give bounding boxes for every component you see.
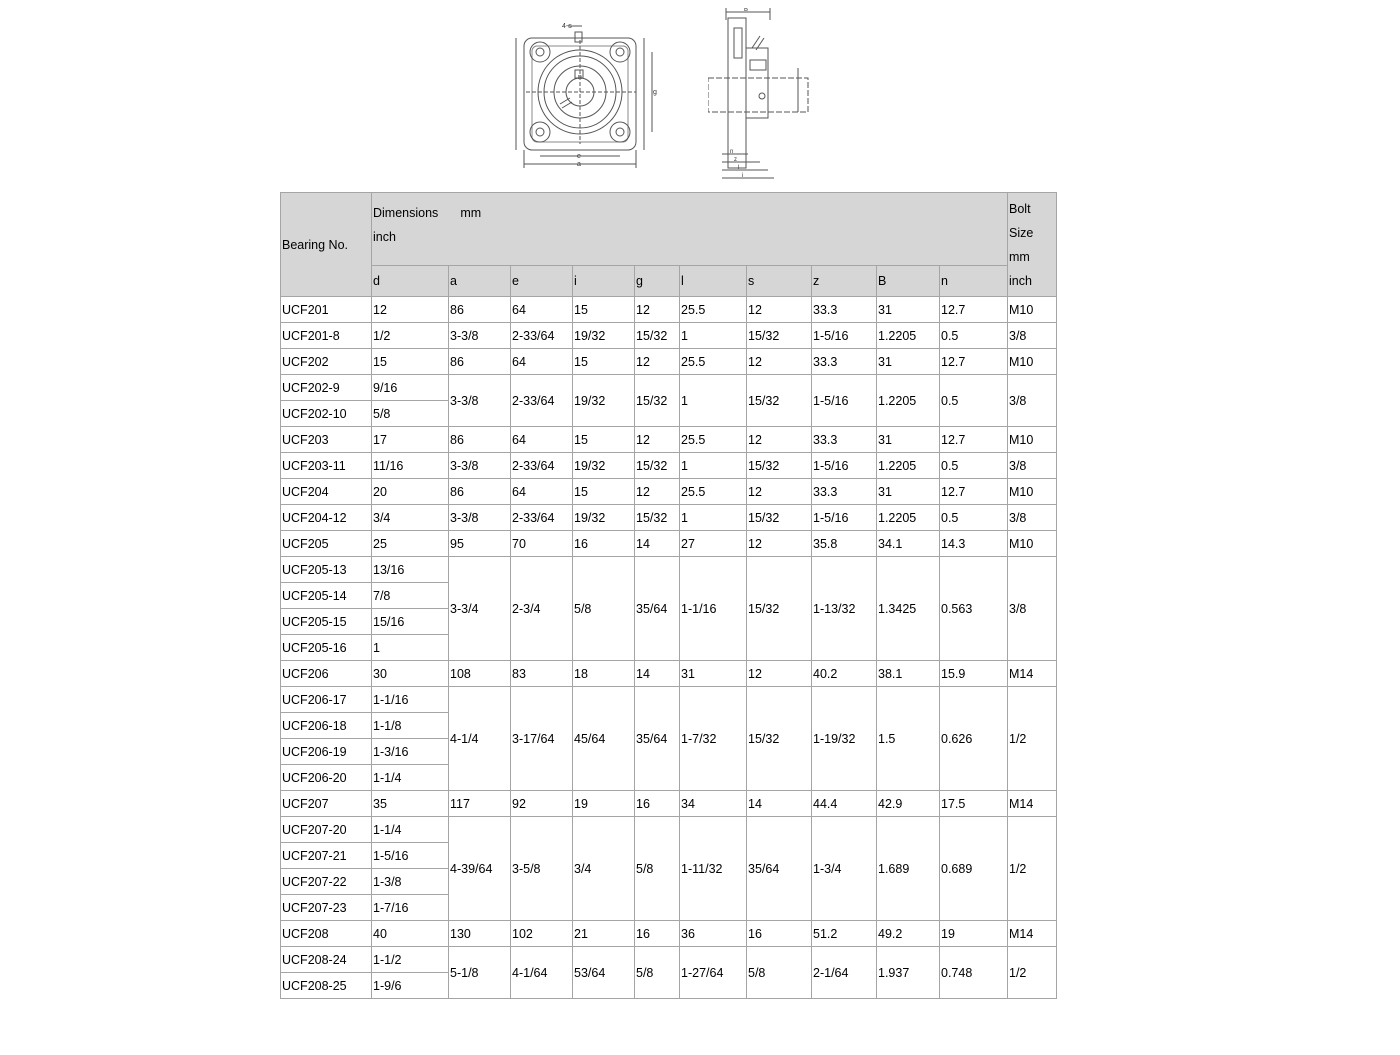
header-bolt-size: Bolt Size mm inch	[1008, 193, 1057, 297]
dimension-cell: 31	[680, 661, 747, 687]
dimension-cell: 1-19/32	[812, 687, 877, 791]
bearing-number-cell: UCF207-22	[281, 869, 372, 895]
dimension-cell: 19	[940, 921, 1008, 947]
bore-d-cell: 9/16	[372, 375, 449, 401]
bearing-number-cell: UCF202	[281, 349, 372, 375]
dimension-cell: 2-33/64	[511, 375, 573, 427]
dimension-cell: 1-5/16	[812, 505, 877, 531]
dimension-cell: 34.1	[877, 531, 940, 557]
dimension-cell: 33.3	[812, 427, 877, 453]
bore-d-cell: 30	[372, 661, 449, 687]
side-view-drawing	[708, 8, 818, 186]
bearing-number-cell: UCF208-25	[281, 973, 372, 999]
bore-d-cell: 35	[372, 791, 449, 817]
bearing-number-cell: UCF208	[281, 921, 372, 947]
header-dimensions-unit: mm	[460, 206, 482, 220]
dimension-cell: M14	[1008, 921, 1057, 947]
dimension-cell: 0.5	[940, 375, 1008, 427]
column-header-e: e	[511, 266, 573, 297]
dimension-cell: 5/8	[747, 947, 812, 999]
dimension-cell: 3/8	[1008, 375, 1057, 427]
dimension-cell: 95	[449, 531, 511, 557]
column-header-n: n	[940, 266, 1008, 297]
dimension-cell: 21	[573, 921, 635, 947]
bore-d-cell: 11/16	[372, 453, 449, 479]
bore-d-cell: 3/4	[372, 505, 449, 531]
dimension-cell: 12	[635, 479, 680, 505]
dimension-cell: 64	[511, 349, 573, 375]
dimension-cell: 36	[680, 921, 747, 947]
dimension-cell: 1	[680, 453, 747, 479]
dimension-cell: 1-7/32	[680, 687, 747, 791]
technical-drawing	[486, 0, 816, 186]
bearing-number-cell: UCF201	[281, 297, 372, 323]
bore-d-cell: 1-1/16	[372, 687, 449, 713]
dimension-cell: 31	[877, 479, 940, 505]
dimension-cell: 3-3/8	[449, 453, 511, 479]
bore-d-cell: 1-5/16	[372, 843, 449, 869]
table-row	[281, 375, 1057, 401]
dimension-cell: 15	[573, 479, 635, 505]
dimension-cell: 16	[635, 921, 680, 947]
dimension-cell: 15	[573, 297, 635, 323]
dimension-cell: 108	[449, 661, 511, 687]
dimension-cell: 1.5	[877, 687, 940, 791]
dimension-cell: 1-5/16	[812, 453, 877, 479]
bore-d-cell: 40	[372, 921, 449, 947]
dimension-cell: 5/8	[573, 557, 635, 661]
bearing-number-cell: UCF206-17	[281, 687, 372, 713]
dimension-cell: 19/32	[573, 505, 635, 531]
dimension-cell: M10	[1008, 297, 1057, 323]
front-label-4s: 4-s	[562, 23, 572, 30]
table-row	[281, 947, 1057, 973]
dimension-cell: 12.7	[940, 479, 1008, 505]
column-header-d: d	[372, 266, 449, 297]
dimension-cell: 12.7	[940, 349, 1008, 375]
dimension-cell: 12	[747, 479, 812, 505]
dimension-cell: 12	[747, 427, 812, 453]
column-header-a: a	[449, 266, 511, 297]
bore-d-cell: 1-1/4	[372, 817, 449, 843]
dimension-cell: 12	[635, 349, 680, 375]
header-dimensions-unit2: inch	[373, 230, 396, 244]
dimension-cell: 130	[449, 921, 511, 947]
dimension-cell: 33.3	[812, 297, 877, 323]
dimension-cell: 15/32	[747, 453, 812, 479]
dimension-cell: 15/32	[747, 687, 812, 791]
dimension-cell: 42.9	[877, 791, 940, 817]
front-label-e: e	[577, 153, 581, 160]
dimension-cell: 12.7	[940, 297, 1008, 323]
dimension-cell: 83	[511, 661, 573, 687]
bearing-number-cell: UCF207-21	[281, 843, 372, 869]
dimension-cell: 0.5	[940, 323, 1008, 349]
dimension-cell: 15/32	[747, 505, 812, 531]
dimension-cell: 3/4	[573, 817, 635, 921]
dimension-cell: 12	[747, 661, 812, 687]
dimension-cell: 0.689	[940, 817, 1008, 921]
dimension-cell: 92	[511, 791, 573, 817]
table-row	[281, 921, 1057, 947]
table-row	[281, 505, 1057, 531]
dimension-cell: 16	[573, 531, 635, 557]
table-row	[281, 297, 1057, 323]
dimension-cell: 1-27/64	[680, 947, 747, 999]
dimension-cell: 1.2205	[877, 453, 940, 479]
dimension-cell: M10	[1008, 531, 1057, 557]
table-row	[281, 323, 1057, 349]
dimension-cell: 86	[449, 427, 511, 453]
dimension-cell: 31	[877, 297, 940, 323]
dimension-cell: 3/8	[1008, 323, 1057, 349]
dimension-cell: 1-3/4	[812, 817, 877, 921]
bore-d-cell: 1-9/6	[372, 973, 449, 999]
dimension-cell: 102	[511, 921, 573, 947]
dimension-cell: 19/32	[573, 323, 635, 349]
table-row	[281, 661, 1057, 687]
column-header-l: l	[680, 266, 747, 297]
dimension-cell: 15/32	[747, 323, 812, 349]
dimension-cell: 64	[511, 427, 573, 453]
dimension-cell: 25.5	[680, 349, 747, 375]
dimension-cell: 1/2	[1008, 817, 1057, 921]
dimension-cell: 64	[511, 297, 573, 323]
bore-d-cell: 1	[372, 635, 449, 661]
table-row	[281, 349, 1057, 375]
dimension-cell: 14	[635, 531, 680, 557]
bearing-number-cell: UCF207-20	[281, 817, 372, 843]
dimension-cell: 1	[680, 323, 747, 349]
dimension-cell: 51.2	[812, 921, 877, 947]
bearing-number-cell: UCF202-10	[281, 401, 372, 427]
bore-d-cell: 20	[372, 479, 449, 505]
bore-d-cell: 1-1/2	[372, 947, 449, 973]
dimension-cell: 3-3/8	[449, 375, 511, 427]
bearing-number-cell: UCF203-11	[281, 453, 372, 479]
bore-d-cell: 1-3/16	[372, 739, 449, 765]
bore-d-cell: 12	[372, 297, 449, 323]
header-dimensions	[372, 193, 1008, 266]
dimension-cell: 14	[747, 791, 812, 817]
column-header-B: B	[877, 266, 940, 297]
table-row	[281, 453, 1057, 479]
dimension-cell: 34	[680, 791, 747, 817]
dimension-cell: 1-1/16	[680, 557, 747, 661]
dimension-cell: 86	[449, 297, 511, 323]
header-dimensions-label: Dimensions	[373, 206, 439, 220]
dimension-cell: 2-3/4	[511, 557, 573, 661]
bore-d-cell: 1-1/4	[372, 765, 449, 791]
dimension-cell: 3-3/8	[449, 323, 511, 349]
dimension-cell: 1-5/16	[812, 375, 877, 427]
dimension-cell: 38.1	[877, 661, 940, 687]
table-row	[281, 687, 1057, 713]
dimension-cell: 86	[449, 479, 511, 505]
dimension-cell: 19/32	[573, 453, 635, 479]
front-label-g: g	[653, 89, 657, 96]
table-row	[281, 479, 1057, 505]
front-label-a: a	[577, 161, 581, 168]
bearing-number-cell: UCF206-18	[281, 713, 372, 739]
dimension-cell: 14.3	[940, 531, 1008, 557]
dimension-cell: 12	[635, 427, 680, 453]
column-header-row	[281, 266, 1057, 297]
dimension-cell: 17.5	[940, 791, 1008, 817]
dimension-cell: 3/8	[1008, 505, 1057, 531]
front-view-drawing	[486, 0, 686, 180]
dimension-cell: 25.5	[680, 297, 747, 323]
column-header-z: z	[812, 266, 877, 297]
dimension-cell: 3-3/4	[449, 557, 511, 661]
bearing-number-cell: UCF206-19	[281, 739, 372, 765]
dimension-cell: 5-1/8	[449, 947, 511, 999]
dimension-cell: 19/32	[573, 375, 635, 427]
dimension-cell: 15/32	[635, 375, 680, 427]
dimension-cell: 4-39/64	[449, 817, 511, 921]
bearing-number-cell: UCF205-14	[281, 583, 372, 609]
bore-d-cell: 15	[372, 349, 449, 375]
dimension-cell: 25.5	[680, 427, 747, 453]
dimension-cell: 31	[877, 427, 940, 453]
dimension-cell: 5/8	[635, 947, 680, 999]
dimension-cell: 2-1/64	[812, 947, 877, 999]
bore-d-cell: 7/8	[372, 583, 449, 609]
dimension-cell: 35/64	[747, 817, 812, 921]
bearing-number-cell: UCF206-20	[281, 765, 372, 791]
dimension-cell: 19	[573, 791, 635, 817]
side-label-i: i	[742, 173, 744, 179]
table-row	[281, 427, 1057, 453]
dimension-cell: 3/8	[1008, 453, 1057, 479]
dimension-cell: M14	[1008, 791, 1057, 817]
bearing-number-cell: UCF207-23	[281, 895, 372, 921]
dimension-cell: 15.9	[940, 661, 1008, 687]
dimension-cell: 4-1/64	[511, 947, 573, 999]
bearing-number-cell: UCF201-8	[281, 323, 372, 349]
front-label-n: n	[578, 74, 582, 81]
bore-d-cell: 13/16	[372, 557, 449, 583]
dimension-cell: 1/2	[1008, 947, 1057, 999]
dimension-cell: 1-13/32	[812, 557, 877, 661]
side-label-l: l	[738, 165, 740, 171]
bore-d-cell: 17	[372, 427, 449, 453]
dimension-cell: 35/64	[635, 687, 680, 791]
dimension-cell: 1	[680, 375, 747, 427]
dimension-cell: 33.3	[812, 479, 877, 505]
dimension-cell: 3/8	[1008, 557, 1057, 661]
dimension-cell: 15/32	[635, 453, 680, 479]
dimension-cell: 33.3	[812, 349, 877, 375]
dimension-cell: 35/64	[635, 557, 680, 661]
dimension-cell: 49.2	[877, 921, 940, 947]
dimension-cell: 70	[511, 531, 573, 557]
dimension-cell: 31	[877, 349, 940, 375]
column-header-g: g	[635, 266, 680, 297]
dimension-cell: 53/64	[573, 947, 635, 999]
dimension-cell: 15/32	[747, 557, 812, 661]
dimension-cell: 35.8	[812, 531, 877, 557]
shaft	[708, 78, 808, 112]
dimension-cell: 1.2205	[877, 323, 940, 349]
bore-d-cell: 1/2	[372, 323, 449, 349]
dimension-cell: 86	[449, 349, 511, 375]
dimension-cell: 1.2205	[877, 375, 940, 427]
dimension-cell: 1.3425	[877, 557, 940, 661]
dimension-cell: 1.937	[877, 947, 940, 999]
table-row	[281, 817, 1057, 843]
dimension-cell: 16	[635, 791, 680, 817]
bearing-number-cell: UCF203	[281, 427, 372, 453]
bearing-number-cell: UCF205-13	[281, 557, 372, 583]
bearing-number-cell: UCF205-16	[281, 635, 372, 661]
bore-d-cell: 25	[372, 531, 449, 557]
bearing-number-cell: UCF204-12	[281, 505, 372, 531]
column-header-i: i	[573, 266, 635, 297]
dimension-cell: 1/2	[1008, 687, 1057, 791]
bearing-number-cell: UCF205-15	[281, 609, 372, 635]
dimension-cell: 40.2	[812, 661, 877, 687]
dimension-cell: 16	[747, 921, 812, 947]
dimension-cell: 117	[449, 791, 511, 817]
side-label-n: n	[730, 149, 734, 155]
dimension-cell: 12	[747, 531, 812, 557]
dimension-cell: 1.2205	[877, 505, 940, 531]
dimension-cell: 2-33/64	[511, 453, 573, 479]
dimension-cell: 0.626	[940, 687, 1008, 791]
dimension-cell: 0.5	[940, 453, 1008, 479]
bearing-number-cell: UCF208-24	[281, 947, 372, 973]
dimension-cell: 2-33/64	[511, 323, 573, 349]
dimension-cell: 1-5/16	[812, 323, 877, 349]
table-row	[281, 531, 1057, 557]
dimension-cell: 12	[747, 297, 812, 323]
bore-d-cell: 1-7/16	[372, 895, 449, 921]
dimension-cell: 0.5	[940, 505, 1008, 531]
dimension-cell: M10	[1008, 479, 1057, 505]
dimension-cell: 15/32	[747, 375, 812, 427]
dimension-cell: 25.5	[680, 479, 747, 505]
dimension-cell: 15	[573, 349, 635, 375]
dimension-cell: 0.748	[940, 947, 1008, 999]
dimension-cell: 5/8	[635, 817, 680, 921]
bearing-number-cell: UCF204	[281, 479, 372, 505]
dimension-cell: 15/32	[635, 505, 680, 531]
dimension-cell: 15/32	[635, 323, 680, 349]
side-label-z: z	[734, 157, 737, 163]
bore-d-cell: 1-3/8	[372, 869, 449, 895]
dimension-cell: M14	[1008, 661, 1057, 687]
dimension-cell: 12	[747, 349, 812, 375]
dimension-cell: 0.563	[940, 557, 1008, 661]
bearing-spec-table	[280, 192, 1057, 999]
side-label-B: B	[744, 8, 749, 13]
dimension-cell: 1	[680, 505, 747, 531]
bearing-number-cell: UCF207	[281, 791, 372, 817]
dimension-cell: 27	[680, 531, 747, 557]
bearing-number-cell: UCF205	[281, 531, 372, 557]
dimension-cell: 3-3/8	[449, 505, 511, 531]
dimension-cell: M10	[1008, 349, 1057, 375]
dimension-cell: 44.4	[812, 791, 877, 817]
bore-d-cell: 1-1/8	[372, 713, 449, 739]
dimension-cell: 45/64	[573, 687, 635, 791]
column-header-s: s	[747, 266, 812, 297]
dimension-cell: 1.689	[877, 817, 940, 921]
bearing-number-cell: UCF206	[281, 661, 372, 687]
table-body	[281, 297, 1057, 999]
dimension-cell: 14	[635, 661, 680, 687]
table-row	[281, 557, 1057, 583]
dimension-cell: 1-11/32	[680, 817, 747, 921]
dimension-cell: 64	[511, 479, 573, 505]
dimension-cell: 15	[573, 427, 635, 453]
dimension-cell: 3-17/64	[511, 687, 573, 791]
dimension-cell: 12.7	[940, 427, 1008, 453]
flange-side	[728, 18, 746, 168]
dimension-cell: 12	[635, 297, 680, 323]
bore-d-cell: 5/8	[372, 401, 449, 427]
table-row	[281, 791, 1057, 817]
dimension-cell: 3-5/8	[511, 817, 573, 921]
dimension-cell: 18	[573, 661, 635, 687]
bearing-number-cell: UCF202-9	[281, 375, 372, 401]
bore-d-cell: 15/16	[372, 609, 449, 635]
dimension-cell: 2-33/64	[511, 505, 573, 531]
header-bearing-no: Bearing No.	[281, 193, 372, 297]
dimension-cell: M10	[1008, 427, 1057, 453]
dimension-cell: 4-1/4	[449, 687, 511, 791]
